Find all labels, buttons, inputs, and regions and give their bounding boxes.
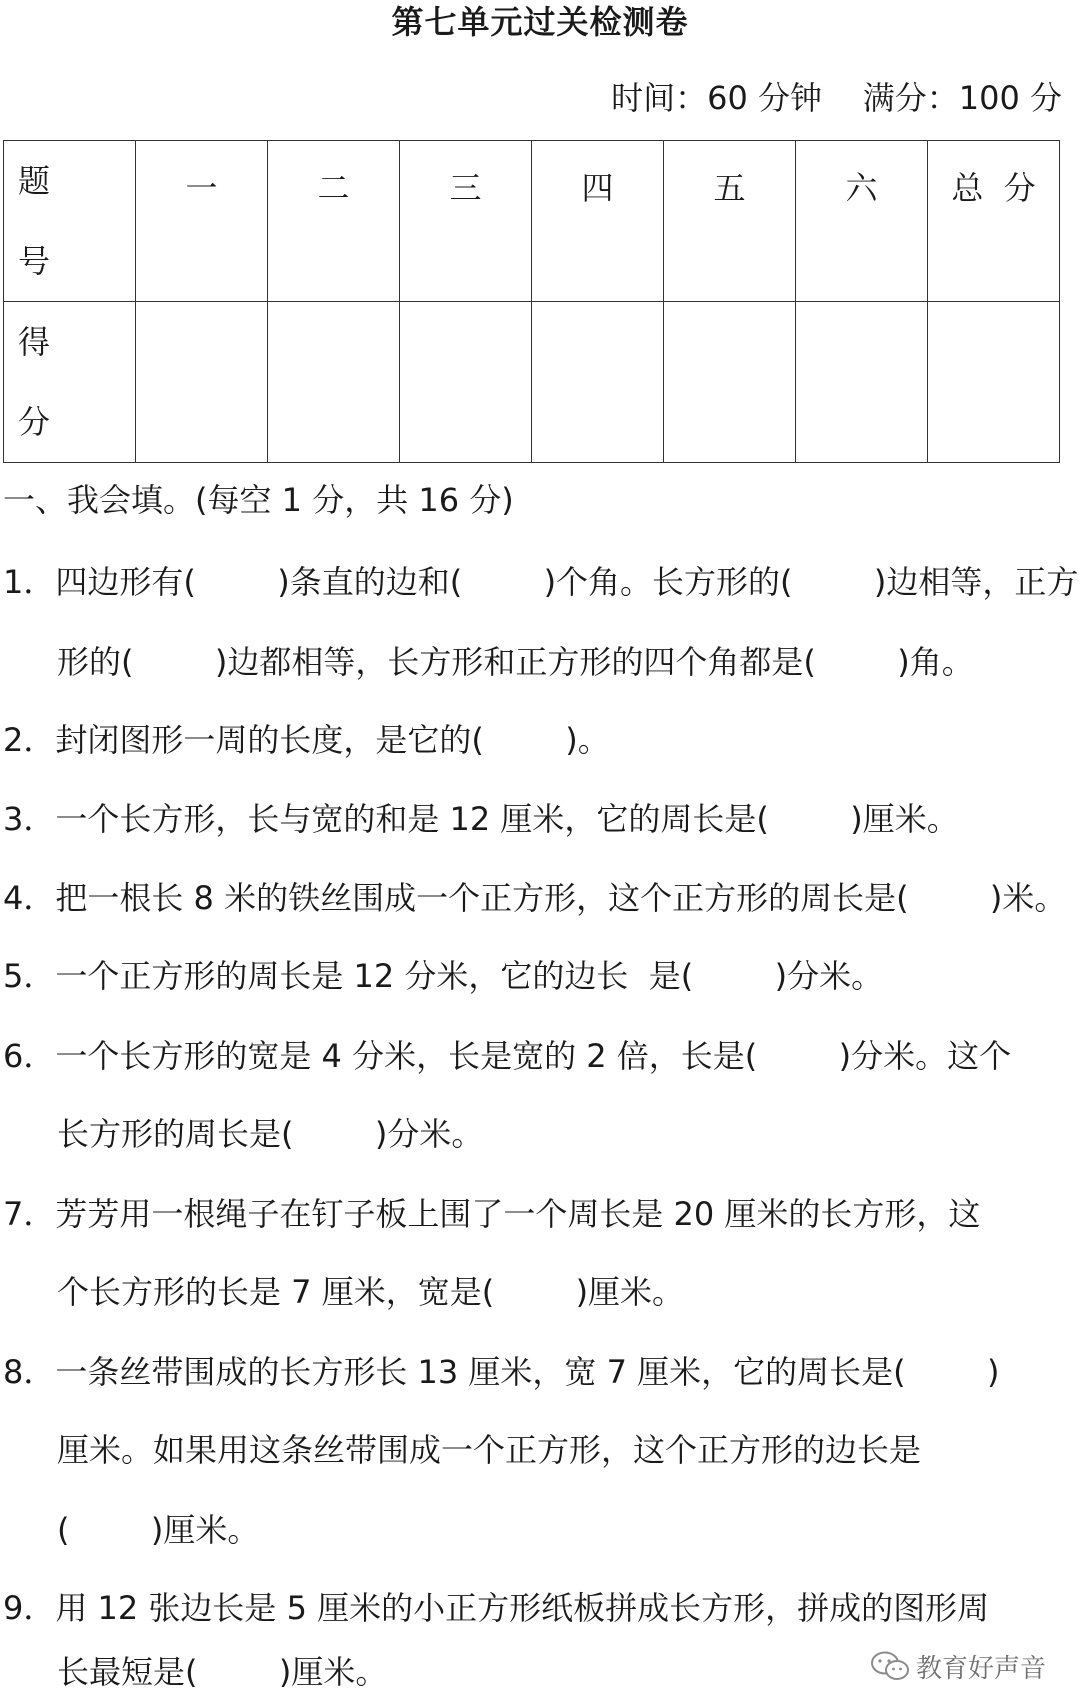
score-cell[interactable] <box>928 302 1060 463</box>
col-header-4: 四 <box>532 141 664 302</box>
row-label-char: 题 <box>18 162 51 200</box>
question-3: 3．一个长方形，长与宽的和是 12 厘米，它的周长是( )厘米。 <box>3 800 959 838</box>
section-heading: 一、我会填。(每空 1 分，共 16 分) <box>3 481 514 519</box>
row-label-score <box>4 302 136 463</box>
exam-meta: 时间：60 分钟 满分：100 分 <box>611 79 1062 117</box>
question-2: 2．封闭图形一周的长度，是它的( )。 <box>3 721 610 759</box>
row-label-char: 号 <box>18 242 51 280</box>
row-label-question-number <box>4 141 136 302</box>
col-header-2: 二 <box>268 141 400 302</box>
question-1-cont: 形的( )边都相等，长方形和正方形的四个角都是( )角。 <box>57 643 974 681</box>
score-table <box>3 140 1060 463</box>
score-cell[interactable] <box>136 302 268 463</box>
question-1: 1．四边形有( )条直的边和( )个角。长方形的( )边相等，正方 <box>3 563 1079 601</box>
page-title: 第七单元过关检测卷 <box>391 3 689 41</box>
score-table-header-row <box>4 141 1060 302</box>
col-header-5: 五 <box>664 141 796 302</box>
row-label-char: 得 <box>18 323 51 361</box>
question-8: 8．一条丝带围成的长方形长 13 厘米，宽 7 厘米，它的周长是( ) <box>3 1353 1000 1391</box>
question-8-cont: ( )厘米。 <box>57 1511 260 1549</box>
col-header-3: 三 <box>400 141 532 302</box>
question-7-cont: 个长方形的长是 7 厘米，宽是( )厘米。 <box>57 1273 685 1311</box>
wechat-icon <box>870 1650 910 1682</box>
score-cell[interactable] <box>268 302 400 463</box>
question-5: 5．一个正方形的周长是 12 分米，它的边长 是( )分米。 <box>3 957 884 995</box>
watermark-text: 教育好声音 <box>916 1653 1047 1684</box>
question-6: 6．一个长方形的宽是 4 分米，长是宽的 2 倍，长是( )分米。这个 <box>3 1037 1012 1075</box>
col-header-total: 总 分 <box>928 141 1060 302</box>
score-cell[interactable] <box>400 302 532 463</box>
row-label-char: 分 <box>18 403 51 441</box>
question-4: 4．把一根长 8 米的铁丝围成一个正方形，这个正方形的周长是( )米。 <box>3 879 1067 917</box>
score-table-score-row <box>4 302 1060 463</box>
score-cell[interactable] <box>664 302 796 463</box>
watermark <box>870 1648 1046 1684</box>
col-header-1: 一 <box>136 141 268 302</box>
col-header-6: 六 <box>796 141 928 302</box>
question-6-cont: 长方形的周长是( )分米。 <box>57 1115 484 1153</box>
question-8-cont: 厘米。如果用这条丝带围成一个正方形，这个正方形的边长是 <box>57 1431 922 1469</box>
question-9-cont: 长最短是( )厘米。 <box>57 1653 388 1691</box>
score-cell[interactable] <box>796 302 928 463</box>
score-cell[interactable] <box>532 302 664 463</box>
question-9: 9．用 12 张边长是 5 厘米的小正方形纸板拼成长方形，拼成的图形周 <box>3 1589 990 1627</box>
question-7: 7．芳芳用一根绳子在钉子板上围了一个周长是 20 厘米的长方形，这 <box>3 1195 981 1233</box>
